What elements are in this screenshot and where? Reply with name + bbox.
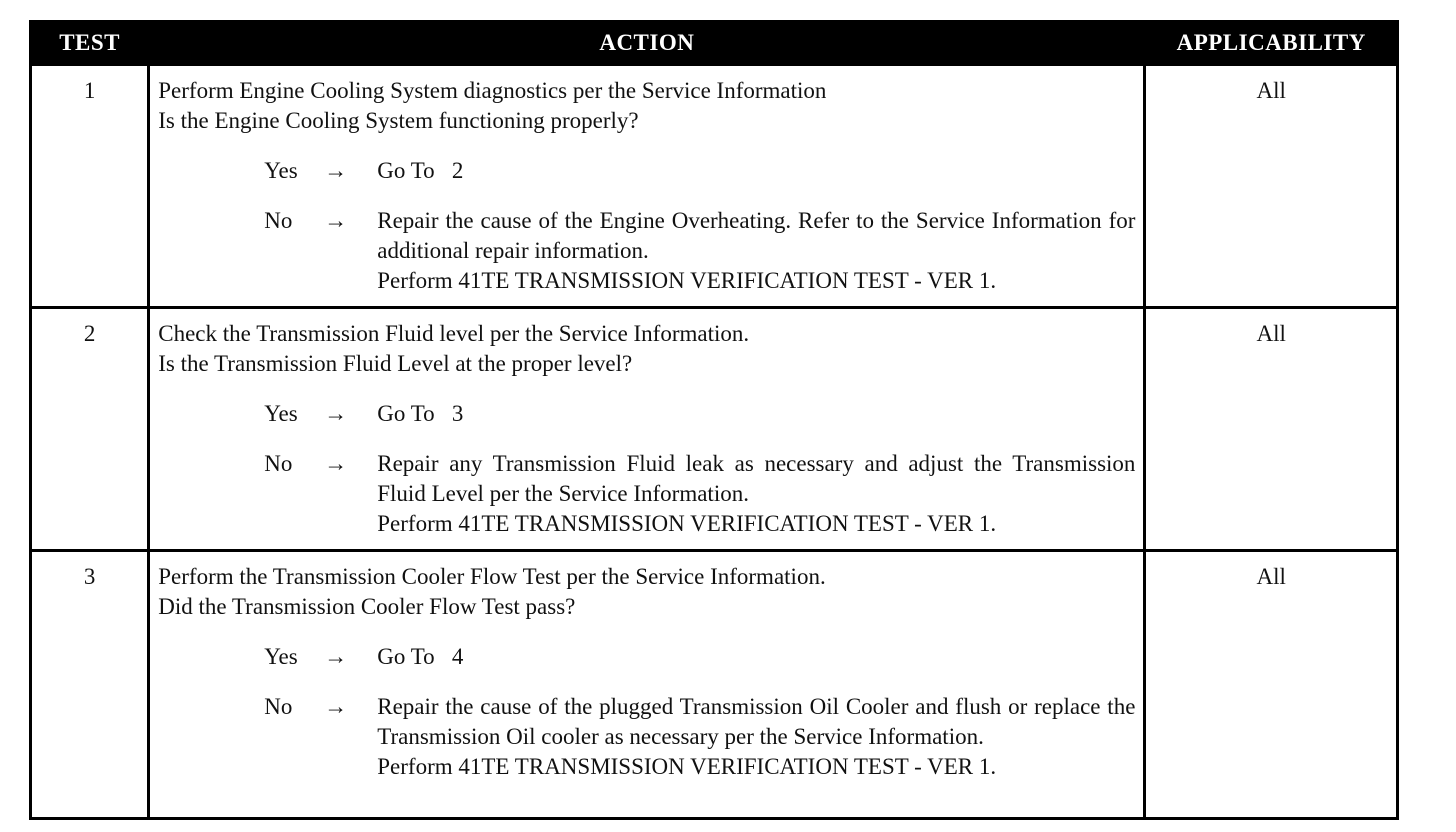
yes-label: Yes [264, 158, 298, 183]
header-test: TEST [31, 22, 149, 65]
applicability: All [1145, 308, 1398, 551]
goto-text: Go To 3 [377, 401, 464, 426]
repair-instruction: Repair the cause of the Engine Overheating. Refer to the Service Information for additional repair information. [377, 208, 1136, 263]
no-option [158, 692, 1135, 782]
diagnostic-test-table [29, 20, 1399, 820]
table-row [31, 65, 1398, 308]
action-cell [149, 65, 1145, 308]
arrow-icon: → [324, 158, 348, 183]
goto-text: Go To 2 [377, 158, 464, 183]
test-number: 2 [31, 308, 149, 551]
arrow-icon: → [324, 401, 348, 426]
no-action-text [377, 692, 1135, 782]
applicability: All [1145, 551, 1398, 819]
yes-option [158, 399, 1135, 429]
no-option [158, 206, 1135, 296]
action-question: Did the Transmission Cooler Flow Test pass? [158, 594, 576, 619]
action-instruction: Perform Engine Cooling System diagnostics per the Service Information [158, 78, 827, 103]
arrow-icon: → [324, 451, 348, 476]
no-label: No [264, 208, 293, 233]
arrow-icon: → [324, 694, 348, 719]
no-option [158, 449, 1135, 539]
table-header-row [31, 22, 1398, 65]
yes-label: Yes [264, 401, 298, 426]
yes-label: Yes [264, 644, 298, 669]
repair-instruction: Repair any Transmission Fluid leak as necessary and adjust the Transmission Fluid Level per the Service Information. [377, 451, 1136, 506]
no-label: No [264, 451, 293, 476]
test-number: 1 [31, 65, 149, 308]
verification-test: Perform 41TE TRANSMISSION VERIFICATION TEST - VER 1. [377, 511, 997, 536]
action-cell [149, 308, 1145, 551]
header-action: ACTION [149, 22, 1145, 65]
goto-text: Go To 4 [377, 644, 464, 669]
table-row [31, 551, 1398, 819]
no-action-text [377, 449, 1135, 539]
test-number: 3 [31, 551, 149, 819]
no-label: No [264, 694, 293, 719]
no-action-text [377, 206, 1135, 296]
arrow-icon: → [324, 208, 348, 233]
action-question: Is the Engine Cooling System functioning properly? [158, 108, 639, 133]
action-question: Is the Transmission Fluid Level at the proper level? [158, 351, 633, 376]
yes-option [158, 642, 1135, 672]
action-cell [149, 551, 1145, 819]
arrow-icon: → [324, 644, 348, 669]
action-instruction: Check the Transmission Fluid level per the Service Information. [158, 321, 750, 346]
action-instruction: Perform the Transmission Cooler Flow Test per the Service Information. [158, 564, 826, 589]
repair-instruction: Repair the cause of the plugged Transmission Oil Cooler and flush or replace the Transmission Oil cooler as necessary per the Service Information. [377, 694, 1136, 749]
applicability: All [1145, 65, 1398, 308]
table-row [31, 308, 1398, 551]
yes-option [158, 156, 1135, 186]
header-applicability: APPLICABILITY [1145, 22, 1398, 65]
verification-test: Perform 41TE TRANSMISSION VERIFICATION TEST - VER 1. [377, 754, 997, 779]
verification-test: Perform 41TE TRANSMISSION VERIFICATION TEST - VER 1. [377, 268, 997, 293]
